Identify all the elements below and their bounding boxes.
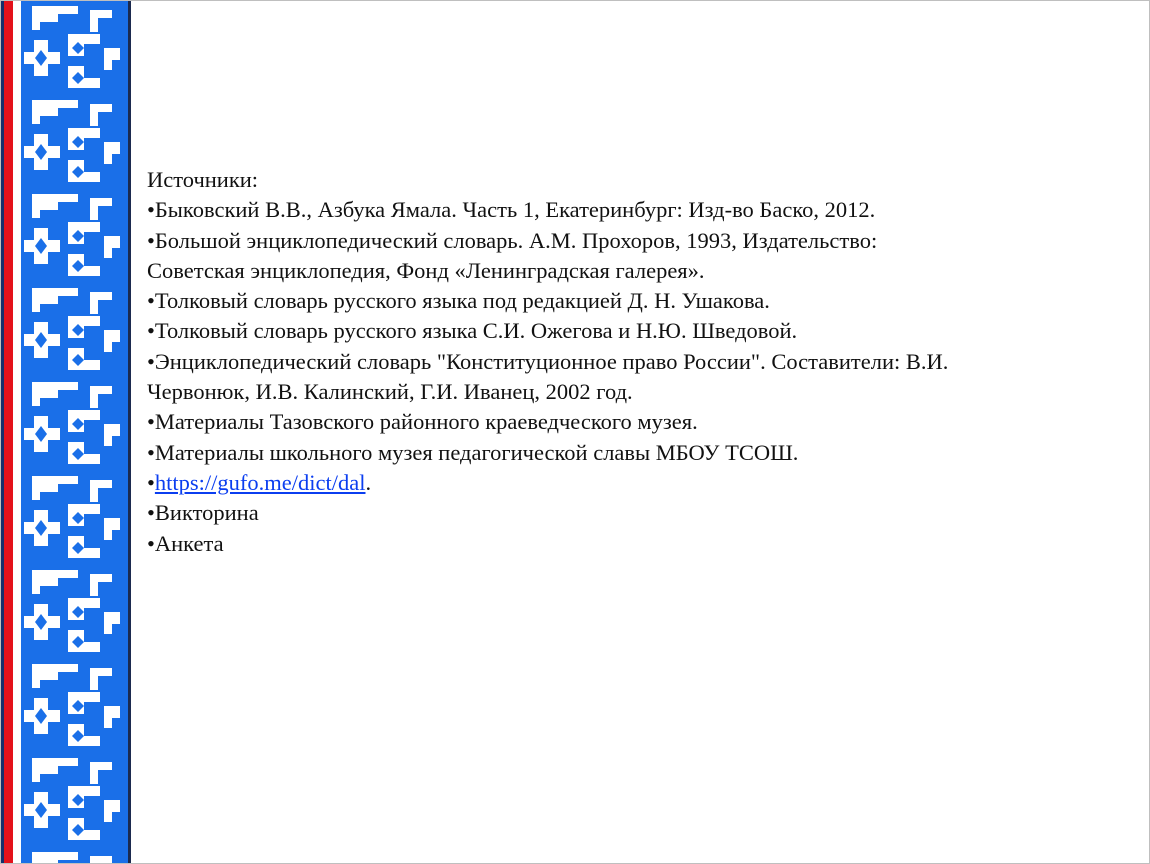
ornament-border [0, 0, 131, 864]
source-item: •Энциклопедический словарь "Конституционное право России". Составители: В.И. [147, 348, 949, 374]
bullet: • [147, 439, 155, 465]
source-item: •Толковый словарь русского языка под редакцией Д. Н. Ушакова. [147, 288, 770, 314]
bullet: • [147, 348, 155, 374]
bullet: • [147, 409, 155, 435]
source-item-continuation: Червонюк, И.В. Калинский, Г.И. Иванец, 2002 год. [147, 379, 633, 405]
white-stripe [13, 0, 21, 864]
source-item: •Большой энциклопедический словарь. А.М. Прохоров, 1993, Издательство: [147, 227, 878, 253]
source-item: •Анкета [147, 530, 224, 556]
left-dark-edge [0, 0, 4, 864]
bullet: • [147, 197, 155, 223]
source-item: •Викторина [147, 500, 259, 526]
source-item: •Быковский В.В., Азбука Ямала. Часть 1, Екатеринбург: Изд-во Баско, 2012. [147, 197, 876, 223]
sources-list [147, 165, 1137, 559]
sources-heading: Источники: [147, 167, 259, 192]
source-item: •Материалы Тазовского районного краеведческого музея. [147, 409, 698, 435]
right-dark-edge [128, 0, 131, 864]
bullet: • [147, 288, 155, 314]
source-item-continuation: Советская энциклопедия, Фонд «Ленинградская галерея». [147, 257, 705, 283]
source-item: •https://gufo.me/dict/dal. [147, 469, 372, 495]
bullet: • [147, 227, 155, 253]
source-link-gufo[interactable]: https://gufo.me/dict/dal [154, 469, 366, 495]
source-item: •Материалы школьного музея педагогической славы МБОУ ТСОШ. [147, 439, 799, 465]
bullet: • [147, 530, 155, 556]
bullet: • [147, 469, 155, 495]
bullet: • [147, 500, 155, 526]
red-stripe [4, 0, 13, 864]
source-item: •Толковый словарь русского языка С.И. Ожегова и Н.Ю. Шведовой. [147, 318, 798, 344]
bullet: • [147, 318, 155, 344]
